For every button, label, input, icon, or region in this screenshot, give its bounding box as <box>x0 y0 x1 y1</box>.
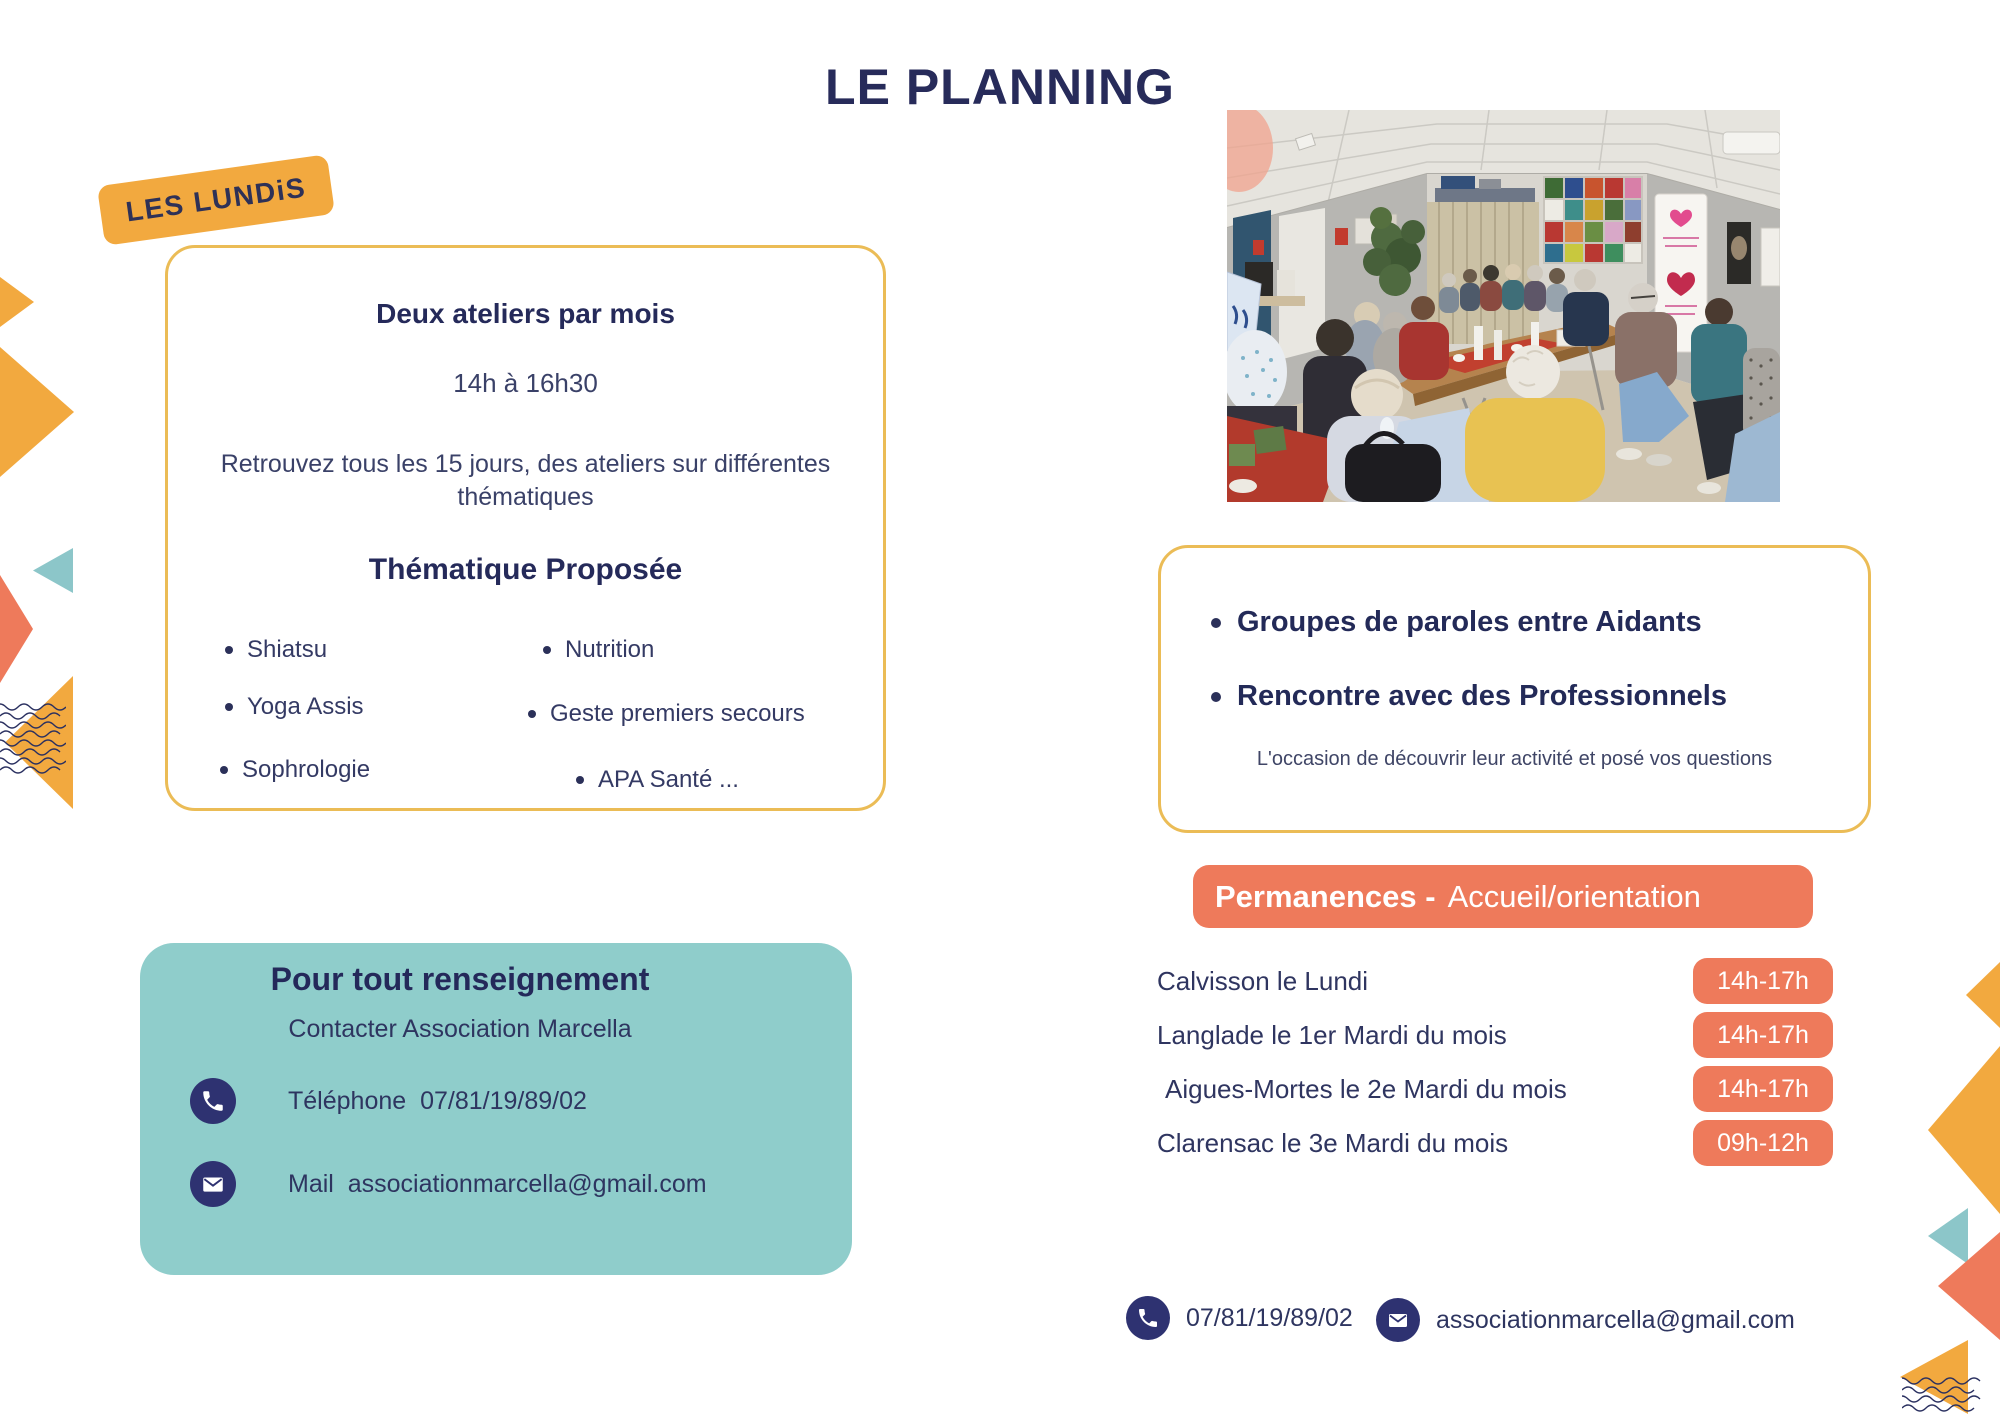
atelier-item-label: Yoga Assis <box>247 693 364 720</box>
decor-waves <box>0 702 66 780</box>
permanences-badge <box>1193 865 1813 928</box>
atelier-item <box>528 700 805 728</box>
schedule-time-badge: 14h-17h <box>1693 1012 1833 1058</box>
schedule-row <box>1157 958 1833 1004</box>
decor-triangle <box>0 347 74 477</box>
decor-triangle <box>1928 1208 1968 1264</box>
schedule-place: Calvisson le Lundi <box>1157 966 1369 996</box>
decor-waves <box>1902 1376 1988 1414</box>
group-meeting-photo <box>1227 110 1780 502</box>
bullet-dot-icon <box>225 646 233 654</box>
mail-label: Mail <box>288 1169 334 1198</box>
atelier-item <box>576 766 739 794</box>
contact-mail-text <box>288 1170 707 1199</box>
contact-mail-row <box>190 1161 707 1207</box>
schedule-place: Langlade le 1er Mardi du mois <box>1157 1020 1507 1050</box>
schedule-time-badge: 14h-17h <box>1693 1066 1833 1112</box>
atelier-item-label: APA Santé ... <box>598 766 739 793</box>
footer-phone <box>1126 1296 1353 1340</box>
les-lundis-label: LES LUNDiS <box>123 171 308 228</box>
footer-mail <box>1376 1298 1795 1342</box>
ateliers-description: Retrouvez tous les 15 jours, des ateliers sur différentes thématiques <box>220 450 831 511</box>
schedule-time-badge: 14h-17h <box>1693 958 1833 1004</box>
atelier-item-label: Geste premiers secours <box>550 700 805 727</box>
page-title: LE PLANNING <box>825 58 1175 115</box>
contact-phone-text <box>288 1087 587 1116</box>
phone-icon <box>190 1078 236 1124</box>
contact-phone-row <box>190 1078 587 1124</box>
atelier-item <box>220 756 370 784</box>
schedule-row <box>1157 1120 1833 1166</box>
schedule-place: Clarensac le 3e Mardi du mois <box>1157 1128 1509 1158</box>
footer-phone-number: 07/81/19/89/02 <box>1186 1303 1353 1332</box>
aidants-item-label: Groupes de paroles entre Aidants <box>1237 606 1702 638</box>
aidants-note: L'occasion de découvrir leur activité et posé vos questions <box>1256 748 1773 770</box>
atelier-item-label: Shiatsu <box>247 636 328 663</box>
contact-subtitle: Contacter Association Marcella <box>288 1015 632 1043</box>
aidants-item <box>1211 680 1727 713</box>
bullet-dot-icon <box>220 766 228 774</box>
decor-triangle <box>33 548 73 593</box>
phone-label: Téléphone <box>288 1086 407 1115</box>
mail-icon <box>190 1161 236 1207</box>
decor-triangle <box>1928 1046 2000 1214</box>
bullet-dot-icon <box>543 646 551 654</box>
bullet-dot-icon <box>576 776 584 784</box>
mail-icon <box>1376 1298 1420 1342</box>
atelier-item <box>225 636 327 664</box>
ateliers-heading: Deux ateliers par mois <box>376 298 675 329</box>
schedule-place: Aigues-Mortes le 2e Mardi du mois <box>1165 1074 1567 1104</box>
bullet-dot-icon <box>528 710 536 718</box>
permanences-label-bold: Permanences - <box>1215 878 1436 914</box>
atelier-item-label: Sophrologie <box>242 756 371 783</box>
ateliers-box <box>165 245 886 811</box>
thematique-heading: Thématique Proposée <box>368 553 683 586</box>
footer-email-address: associationmarcella@gmail.com <box>1436 1305 1795 1334</box>
ateliers-time: 14h à 16h30 <box>453 368 598 398</box>
schedule-row <box>1157 1012 1833 1058</box>
permanences-label-regular: Accueil/orientation <box>1447 878 1701 914</box>
bullet-dot-icon <box>1211 618 1221 628</box>
email-address: associationmarcella@gmail.com <box>347 1169 707 1198</box>
phone-number: 07/81/19/89/02 <box>420 1086 587 1115</box>
aidants-item-label: Rencontre avec des Professionnels <box>1237 680 1727 712</box>
atelier-item-label: Nutrition <box>565 636 655 663</box>
bullet-dot-icon <box>225 703 233 711</box>
decor-triangle <box>0 575 33 683</box>
decor-triangle <box>1966 962 2000 1028</box>
les-lundis-tag <box>97 154 335 246</box>
phone-icon <box>1126 1296 1170 1340</box>
schedule-time-badge: 09h-12h <box>1693 1120 1833 1166</box>
decor-triangle <box>0 277 34 327</box>
contact-info-box <box>140 943 852 1275</box>
bullet-dot-icon <box>1211 692 1221 702</box>
atelier-item <box>543 636 654 664</box>
contact-title: Pour tout renseignement <box>270 961 650 997</box>
aidants-box <box>1158 545 1871 833</box>
schedule-row <box>1157 1066 1833 1112</box>
aidants-item <box>1211 606 1702 639</box>
atelier-item <box>225 693 364 721</box>
